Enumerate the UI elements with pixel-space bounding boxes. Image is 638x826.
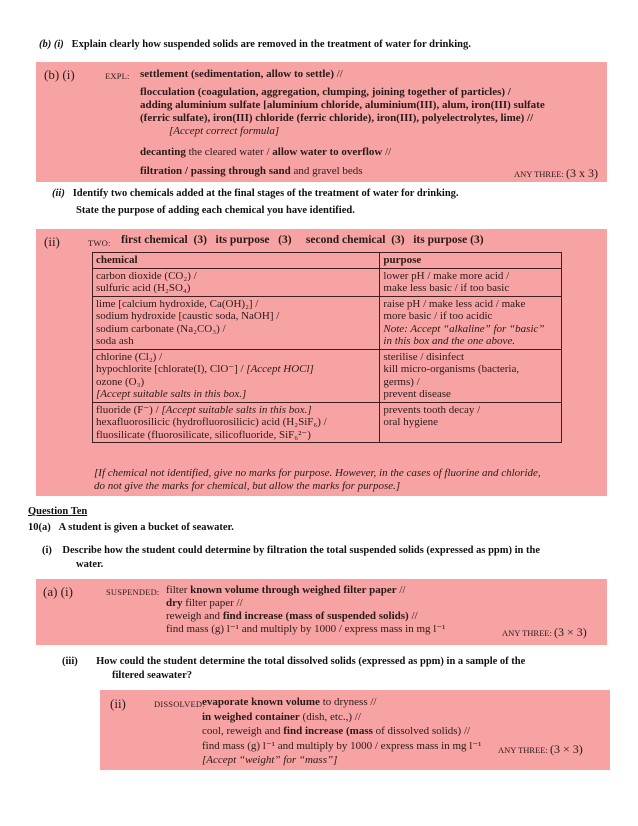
box-tag: SUSPENDED: (106, 587, 160, 597)
chemicals-table (92, 252, 562, 443)
box-header: first chemical (3) its purpose (3) second chemical (3) its purpose (3) (121, 234, 484, 246)
answer-line: (ferric sulfate), iron(III) chloride (ferric chloride), iron(III), polyelectrolytes, lime) // (140, 112, 534, 124)
question-number: 10(a) (28, 522, 51, 533)
answer-line: filter known volume through weighed filter paper // (166, 584, 406, 596)
question-text: How could the student determine the total dissolved solids (expressed as ppm) in a sample of the (96, 656, 526, 667)
answer-line: flocculation (coagulation, aggregation, clumping, joining together of particles) / (140, 86, 511, 98)
question-sub: (iii) (62, 656, 78, 667)
table-cell: lime [calcium hydroxide, Ca(OH)₂] / sodium hydroxide [caustic soda, NaOH] / sodium carbonate (Na₂CO₃) / soda ash (93, 296, 380, 349)
box-tag: EXPL: (105, 71, 130, 81)
answer-box-b-i (36, 62, 607, 182)
table-note: [If chemical not identified, give no marks for purpose. However, in the cases of fluorine and chloride, (94, 467, 541, 479)
question-sub: (ii) (52, 188, 65, 199)
question-10a-iii (62, 655, 525, 669)
question-part: (b) (39, 39, 52, 50)
answer-box-10a-i (36, 579, 607, 645)
answer-line: decanting the cleared water / allow water to overflow // (140, 146, 392, 158)
table-cell: sterilise / disinfect kill micro-organisms (bacteria, germs) / prevent disease (380, 349, 562, 402)
box-label: (ii) (110, 696, 126, 711)
answer-line: settlement (sedimentation, allow to settle) // (140, 68, 343, 80)
question-sub: (i) (53, 39, 64, 50)
question-10a-iii-line2: filtered seawater? (112, 670, 192, 681)
question-10a-i-line2: water. (76, 559, 104, 570)
box-tag: DISSOLVED: (154, 699, 205, 709)
answer-box-10a-iii (100, 690, 610, 770)
box-label: (b) (i) (44, 67, 75, 82)
table-header: chemical (93, 253, 380, 269)
box-tag: TWO: (88, 238, 111, 248)
answer-line: evaporate known volume to dryness // (202, 696, 377, 708)
question-text: Describe how the student could determine by filtration the total suspended solids (expressed as ppm) in the (62, 545, 540, 556)
question-text: Identify two chemicals added at the final stages of the treatment of water for drinking. (72, 188, 459, 199)
question-10a-i (42, 544, 540, 558)
marks-label: ANY THREE: (3 × 3) (502, 625, 587, 639)
answer-line: in weighed container (dish, etc.,) // (202, 711, 361, 723)
table-cell: raise pH / make less acid / make more basic / if too acidic Note: Accept “alkaline” for “basic” in this box and the one above. (380, 296, 562, 349)
table-cell: prevents tooth decay / oral hygiene (380, 402, 562, 443)
question-10a (28, 521, 234, 535)
table-row (93, 349, 562, 402)
table-row (93, 402, 562, 443)
table-row (93, 253, 562, 269)
table-cell: fluoride (F⁻) / [Accept suitable salts in this box.] hexafluorosilicic (hydrofluorosilicic) acid (H₂SiF₆) / fluosilicate (fluorosilicate, silicofluoride, SiF₆²⁻) (93, 402, 380, 443)
table-note: do not give the marks for chemical, but allow the marks for purpose.] (94, 480, 401, 492)
table-row (93, 268, 562, 296)
answer-line: dry filter paper // (166, 597, 243, 609)
question-ten-title: Question Ten (28, 506, 88, 517)
answer-line: filtration / passing through sand and gravel beds (140, 165, 363, 177)
answer-note: [Accept “weight” for “mass”] (202, 754, 338, 766)
answer-note: [Accept correct formula] (169, 125, 280, 137)
table-cell: carbon dioxide (CO₂) / sulfuric acid (H₂SO₄) (93, 268, 380, 296)
marks-label: ANY THREE: (3 × 3) (498, 742, 583, 756)
table-row (93, 296, 562, 349)
question-text: Explain clearly how suspended solids are removed in the treatment of water for drinking. (71, 39, 471, 50)
question-b-ii (52, 187, 459, 201)
answer-line: cool, reweigh and find increase (mass of dissolved solids) // (202, 725, 471, 737)
box-label: (a) (i) (43, 584, 73, 599)
table-cell: chlorine (Cl₂) / hypochlorite [chlorate(I), ClO⁻] / [Accept HOCl] ozone (O₃) [Accept suitable salts in this box.] (93, 349, 380, 402)
answer-line: find mass (g) l⁻¹ and multiply by 1000 / express mass in mg l⁻¹ (202, 740, 482, 752)
question-b-ii-line2: State the purpose of adding each chemical you have identified. (76, 205, 355, 216)
question-text: A student is given a bucket of seawater. (58, 522, 234, 533)
box-label: (ii) (44, 234, 60, 249)
question-b-i (39, 38, 471, 52)
answer-line: find mass (g) l⁻¹ and multiply by 1000 / express mass in mg l⁻¹ (166, 623, 446, 635)
question-sub: (i) (42, 545, 52, 556)
answer-box-b-ii (36, 229, 607, 496)
marks-label: ANY THREE: (3 x 3) (514, 166, 598, 180)
answer-line: reweigh and find increase (mass of suspended solids) // (166, 610, 418, 622)
answer-line: adding aluminium sulfate [aluminium chloride, aluminium(III), alum, iron(III) sulfate (140, 99, 545, 111)
table-cell: lower pH / make more acid / make less basic / if too basic (380, 268, 562, 296)
table-header: purpose (380, 253, 562, 269)
